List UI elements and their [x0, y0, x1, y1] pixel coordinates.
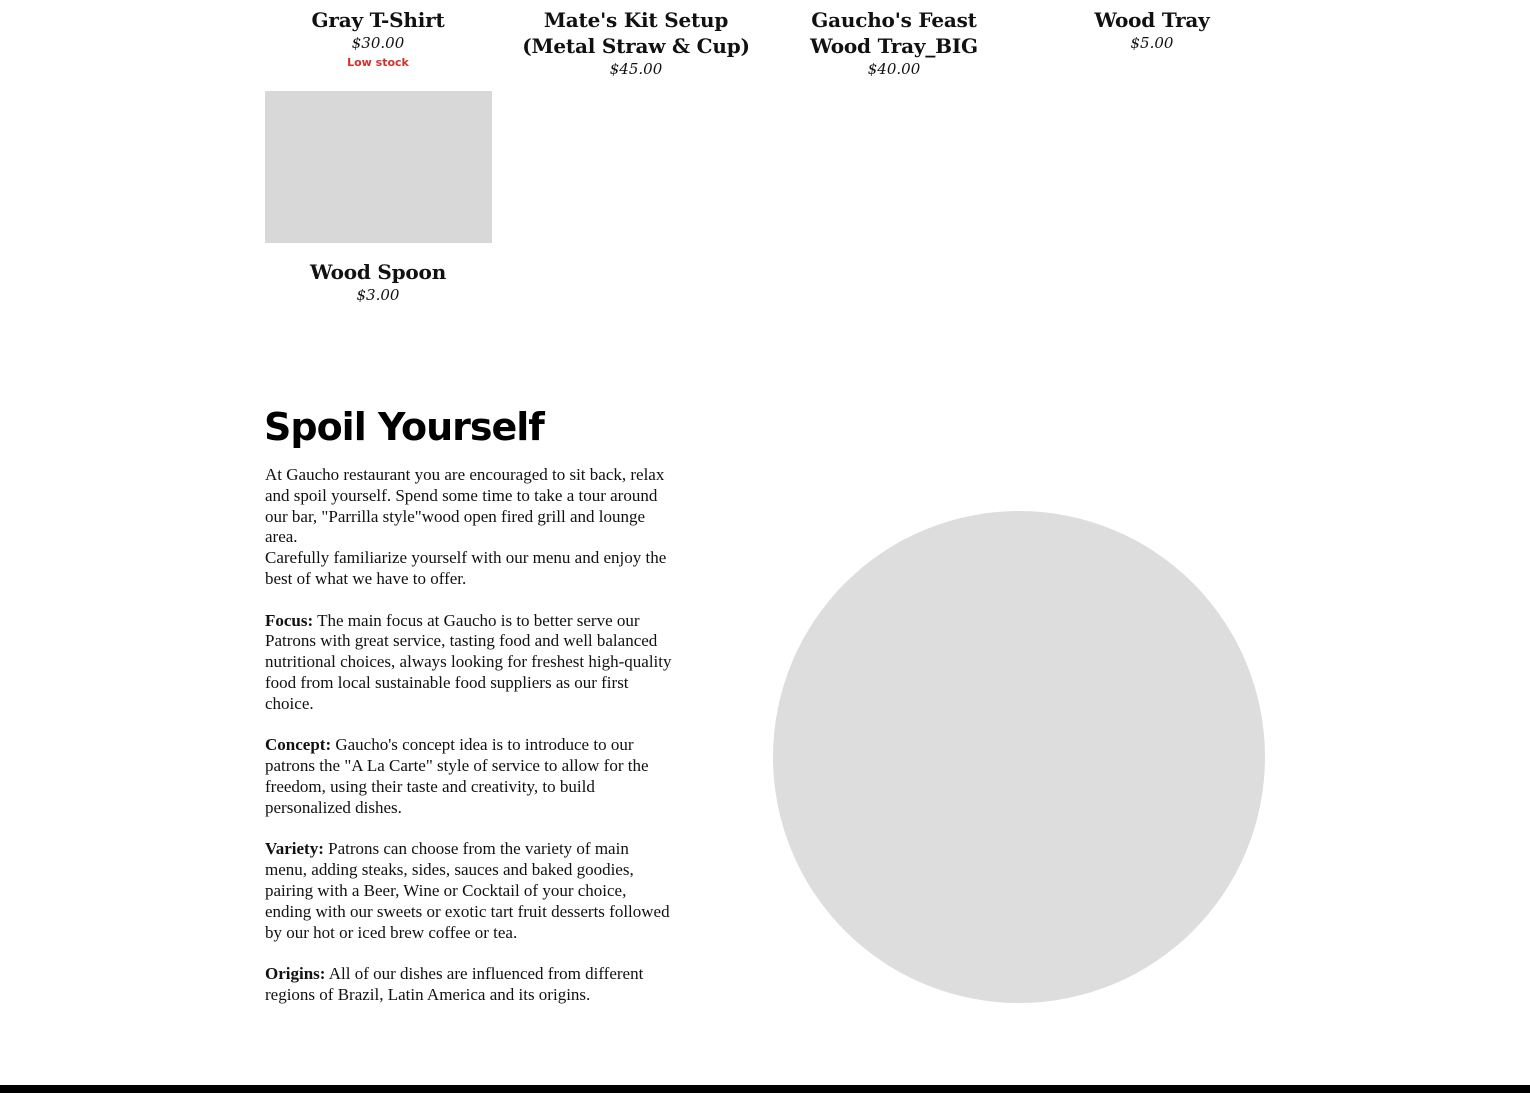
origins-text: All of our dishes are influenced from different regions of Brazil, Latin America and its origins.: [265, 964, 644, 1004]
product-price: $30.00: [351, 34, 405, 52]
origins-paragraph: [265, 964, 675, 1006]
intro-paragraph: At Gaucho restaurant you are encouraged to sit back, relax and spoil yourself. Spend some time to take a tour around our bar, "Parrilla style"wood open fired grill and lounge area.: [265, 465, 665, 547]
product-price: $45.00: [609, 60, 663, 78]
intro-paragraph: Carefully familiarize yourself with our menu and enjoy the best of what we have to offer.: [265, 548, 667, 588]
footer-bar: [0, 1085, 1530, 1093]
product-image-wood-spoon[interactable]: [265, 91, 492, 243]
product-title[interactable]: Wood Spoon: [309, 260, 447, 284]
product-price: $40.00: [867, 60, 921, 78]
product-title[interactable]: Wood Tray: [1094, 8, 1210, 32]
product-title[interactable]: Mate's Kit Setup (Metal Straw & Cup): [522, 8, 750, 58]
focus-text: The main focus at Gaucho is to better serve our Patrons with great service, tasting food and well balanced nutritional choices, always looking for freshest high-quality food from local sustainable food suppliers as our first choice.: [265, 610, 672, 713]
section-heading: Spoil Yourself: [264, 405, 544, 449]
product-price: $3.00: [356, 286, 400, 304]
product-price: $5.00: [1130, 34, 1174, 52]
product-card-mates-kit[interactable]: [522, 7, 750, 79]
product-title[interactable]: Gaucho's Feast Wood Tray_BIG: [810, 8, 978, 58]
variety-paragraph: [265, 839, 675, 943]
concept-paragraph: [265, 735, 675, 818]
product-card-wood-spoon[interactable]: [264, 259, 492, 305]
product-card-wood-tray[interactable]: [1038, 7, 1266, 53]
low-stock-badge: Low stock: [347, 56, 409, 69]
about-text: [265, 465, 675, 1006]
product-title[interactable]: Gray T-Shirt: [311, 8, 445, 32]
origins-label: Origins:: [265, 964, 326, 984]
concept-label: Concept:: [265, 735, 332, 755]
variety-text: Patrons can choose from the variety of main menu, adding steaks, sides, sauces and baked goodies, pairing with a Beer, Wine or Cocktail of your choice, ending with our sweets or exotic tart fruit desserts followed by our hot or iced brew coffee or tea.: [265, 839, 670, 942]
variety-label: Variety:: [265, 839, 324, 859]
concept-text: Gaucho's concept idea is to introduce to our patrons the "A La Carte" style of service to allow for the freedom, using their taste and creativity, to build personalized dishes.: [265, 735, 649, 817]
focus-paragraph: [265, 611, 675, 715]
focus-label: Focus:: [265, 610, 314, 630]
circular-image-placeholder: [773, 511, 1265, 1003]
product-card-gray-tshirt[interactable]: [264, 7, 492, 71]
product-card-gauchos-feast-tray[interactable]: [780, 7, 1008, 79]
